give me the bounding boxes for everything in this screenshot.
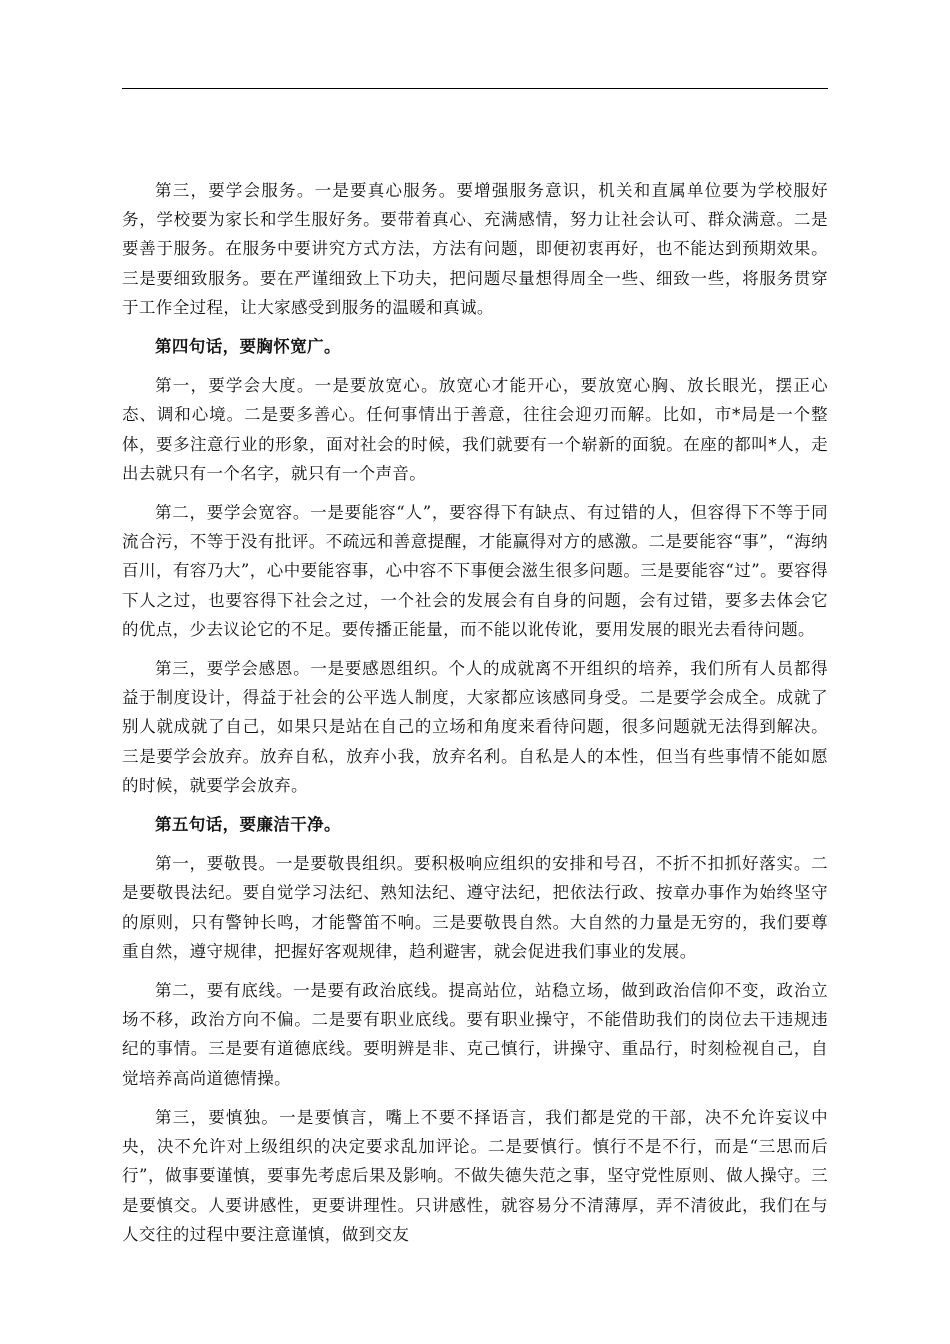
paragraph-tolerance: 第二，要学会宽容。一是要能容“人”，要容得下有缺点、有过错的人，但容得下不等于同流合污，不等于没有批评。不疏远和善意提醒，才能赢得对方的感激。二是要能容“事”，“海纳百川，有容乃大”，心中要能容事，心中容不下事便会滋生很多问题。三是要能容“过”。要容得下人之过，也要容得下社会之过，一个社会的发展会有自身的问题，会有过错，要多去体会它的优点，少去议论它的不足。要传播正能量，而不能以讹传讹，要用发展的眼光去看待问题。 [122,503,828,639]
header-rule [122,88,828,89]
document-body [122,176,828,1259]
paragraph-reverence: 第一，要敬畏。一是要敬畏组织。要积极响应组织的安排和号召，不折不扣抓好落实。二是要敬畏法纪。要自觉学习法纪、熟知法纪、遵守法纪，把依法行政、按章办事作为始终坚守的原则，只有警钟长鸣，才能警笛不响。三是要敬畏自然。大自然的力量是无穷的，我们要尊重自然，遵守规律，把握好客观规律，趋利避害，就会促进我们事业的发展。 [122,854,828,961]
section-heading-5: 第五句话，要廉洁干净。 [155,815,341,835]
paragraph-self-discipline: 第三，要慎独。一是要慎言，嘴上不要不择语言，我们都是党的干部，决不允许妄议中央，决不允许对上级组织的决定要求乱加评论。二是要慎行。慎行不是不行，而是“三思而后行”，做事要谨慎，要事先考虑后果及影响。不做失德失范之事，坚守党性原则、做人操守。三是要慎交。人要讲感性，更要讲理性。只讲感性，就容易分不清薄厚，弄不清彼此，我们在与人交往的过程中要注意谨慎，做到交友 [122,1107,828,1244]
paragraph-gratitude: 第三，要学会感恩。一是要感恩组织。个人的成就离不开组织的培养，我们所有人员都得益于制度设计，得益于社会的公平选人制度，大家都应该感同身受。二是要学会成全。成就了别人就成就了自己，如果只是站在自己的立场和角度来看待问题，很多问题就无法得到解决。三是要学会放弃。放弃自私，放弃小我，放弃名利。自私是人的本性，但当有些事情不能如愿的时候，就要学会放弃。 [122,659,828,795]
paragraph-bottom-line: 第二，要有底线。一是要有政治底线。提高站位，站稳立场，做到政治信仰不变，政治立场不移，政治方向不偏。二是要有职业底线。要有职业操守，不能借助我们的岗位去干违规违纪的事情。三是要有道德底线。要明辨是非、克己慎行，讲操守、重品行，时刻检视自己，自觉培养高尚道德情操。 [122,981,828,1088]
section-heading-4: 第四句话，要胸怀宽广。 [155,337,341,357]
paragraph-service: 第三，要学会服务。一是要真心服务。要增强服务意识，机关和直属单位要为学校服好务，学校要为家长和学生服好务。要带着真心、充满感情，努力让社会认可、群众满意。二是要善于服务。在服务中要讲究方式方法，方法有问题，即便初衷再好，也不能达到预期效果。三是要细致服务。要在严谨细致上下功夫，把问题尽量想得周全一些、细致一些，将服务贯穿于工作全过程，让大家感受到服务的温暖和真诚。 [122,181,828,317]
paragraph-generosity: 第一，要学会大度。一是要放宽心。放宽心才能开心，要放宽心胸、放长眼光，摆正心态、调和心境。二是要多善心。任何事情出于善意，往往会迎刃而解。比如，市*局是一个整体，要多注意行业的形象，面对社会的时候，我们就要有一个崭新的面貌。在座的都叫*人，走出去就只有一个名字，就只有一个声音。 [122,376,828,483]
